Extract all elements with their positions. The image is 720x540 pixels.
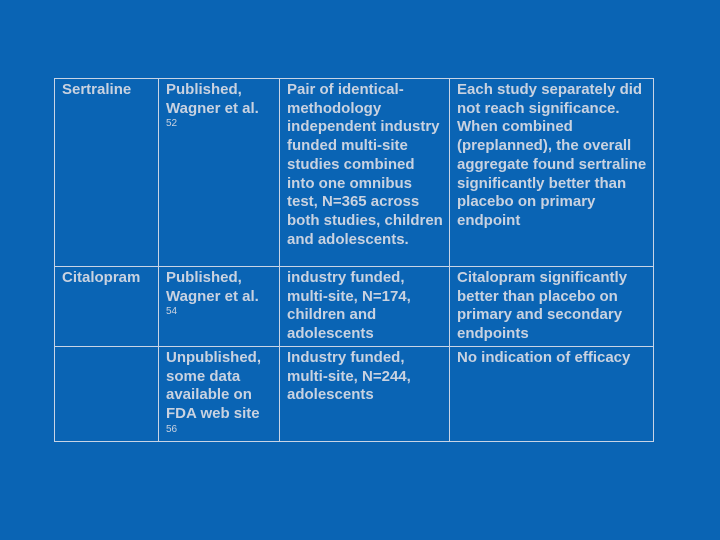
design-text: Pair of identical-methodology independent industry funded multi-site studies combined into one omnibus test, N=365 across both studies, children and adolescents.	[287, 81, 443, 248]
drug-name: Citalopram	[62, 269, 141, 286]
publication-text: Published, Wagner et al.	[166, 269, 259, 305]
design-text: industry funded, multi-site, N=174, children and adolescents	[287, 269, 411, 343]
result-text: Citalopram significantly better than placebo on primary and secondary endpoints	[457, 269, 628, 343]
result-cell	[450, 79, 654, 267]
reference-number: 52	[166, 118, 178, 130]
publication-text: Unpublished, some data available on FDA web site	[166, 348, 261, 422]
reference-number: 54	[166, 306, 178, 318]
design-cell	[280, 79, 450, 267]
design-cell	[280, 346, 450, 441]
result-text: No indication of efficacy	[457, 348, 631, 366]
result-cell	[450, 267, 654, 347]
result-text: Each study separately did not reach significance. When combined (preplanned), the overall aggregate found sertraline significantly better than placebo on primary endpoint	[457, 81, 647, 229]
design-cell	[280, 267, 450, 347]
publication-text: Published, Wagner et al.	[166, 81, 259, 117]
publication-cell	[159, 79, 280, 267]
result-cell	[450, 346, 654, 441]
design-text: Industry funded, multi-site, N=244, adolescents	[287, 348, 411, 404]
drug-cell	[55, 79, 159, 267]
table-row	[55, 267, 654, 347]
table-row	[55, 346, 654, 441]
table-row	[55, 79, 654, 267]
publication-cell	[159, 346, 280, 441]
publication-cell	[159, 267, 280, 347]
drug-name: Sertraline	[62, 81, 132, 98]
studies-table	[54, 78, 654, 442]
drug-cell	[55, 267, 159, 347]
reference-number: 56	[166, 423, 178, 435]
drug-cell	[55, 346, 159, 441]
